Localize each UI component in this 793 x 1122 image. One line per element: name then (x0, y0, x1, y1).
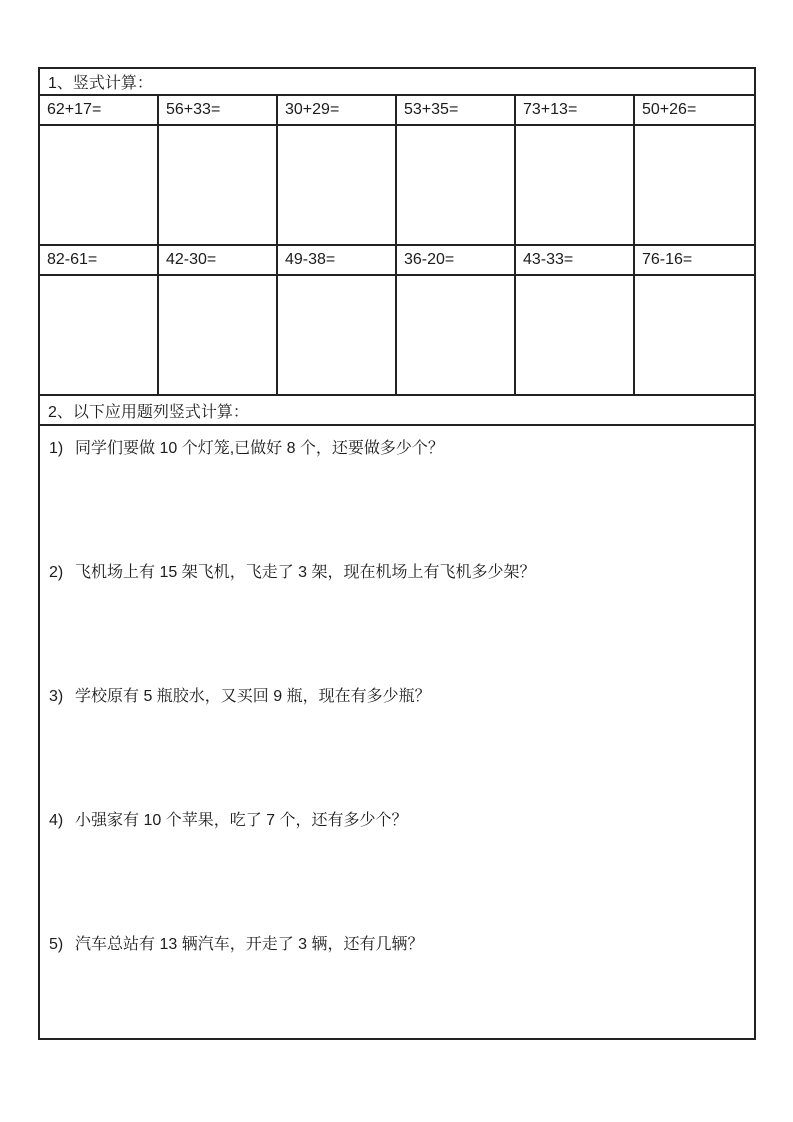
word-problem-2-number: 2) (49, 564, 64, 581)
word-problem-2-text: 飞机场上有 15 架飞机，飞走了 3 架，现在机场上有飞机多少架？ (75, 564, 536, 581)
addition-problems-row (40, 96, 754, 126)
addition-work-cell-3 (278, 126, 397, 244)
word-problem-3-text: 学校原有 5 瓶胶水，又买回 9 瓶，现在有多少瓶？ (75, 688, 431, 705)
subtraction-problem-5: 43-33= (516, 246, 635, 274)
word-problems-area (40, 426, 754, 1038)
subtraction-problem-3: 49-38= (278, 246, 397, 274)
addition-work-row (40, 126, 754, 246)
subtraction-work-cell-3 (278, 276, 397, 394)
word-problem-5-text: 汽车总站有 13 辆汽车，开走了 3 辆，还有几辆？ (75, 936, 424, 953)
subtraction-work-row (40, 276, 754, 396)
word-problem-5-number: 5) (49, 936, 64, 953)
word-problem-3-number: 3) (49, 688, 64, 705)
subtraction-problem-2: 42-30= (159, 246, 278, 274)
subtraction-problem-4: 36-20= (397, 246, 516, 274)
word-problem-2 (40, 563, 754, 687)
subtraction-work-cell-2 (159, 276, 278, 394)
subtraction-work-cell-5 (516, 276, 635, 394)
subtraction-problem-6: 76-16= (642, 251, 693, 268)
section2-header-row (40, 396, 754, 426)
addition-work-cell-4 (397, 126, 516, 244)
addition-problem-2: 56+33= (159, 96, 278, 124)
word-problem-3 (40, 687, 754, 811)
section1-title: 1、竖式计算： (48, 75, 153, 92)
subtraction-problem-1: 82-61= (40, 246, 159, 274)
subtraction-work-cell-1 (40, 276, 159, 394)
addition-work-cell-2 (159, 126, 278, 244)
subtraction-work-cell-6 (635, 276, 754, 394)
word-problem-1-number: 1) (49, 440, 64, 457)
addition-problem-6: 50+26= (642, 101, 697, 118)
subtraction-problems-row (40, 246, 754, 276)
word-problem-4-number: 4) (49, 812, 64, 829)
addition-problem-1: 62+17= (40, 96, 159, 124)
addition-problem-5: 73+13= (516, 96, 635, 124)
addition-problem-4: 53+35= (397, 96, 516, 124)
section1-header-row (40, 69, 754, 96)
word-problem-5 (40, 935, 754, 1059)
subtraction-work-cell-4 (397, 276, 516, 394)
addition-work-cell-5 (516, 126, 635, 244)
addition-problem-3: 30+29= (278, 96, 397, 124)
word-problem-1 (40, 439, 754, 563)
word-problem-4-text: 小强家有 10 个苹果，吃了 7 个，还有多少个？ (75, 812, 408, 829)
word-problem-4 (40, 811, 754, 935)
word-problem-1-text: 同学们要做 10 个灯笼,已做好 8 个，还要做多少个？ (75, 440, 444, 457)
section2-title: 2、以下应用题列竖式计算： (48, 403, 249, 421)
addition-work-cell-1 (40, 126, 159, 244)
addition-work-cell-6 (635, 126, 754, 244)
worksheet-table (38, 67, 756, 1040)
